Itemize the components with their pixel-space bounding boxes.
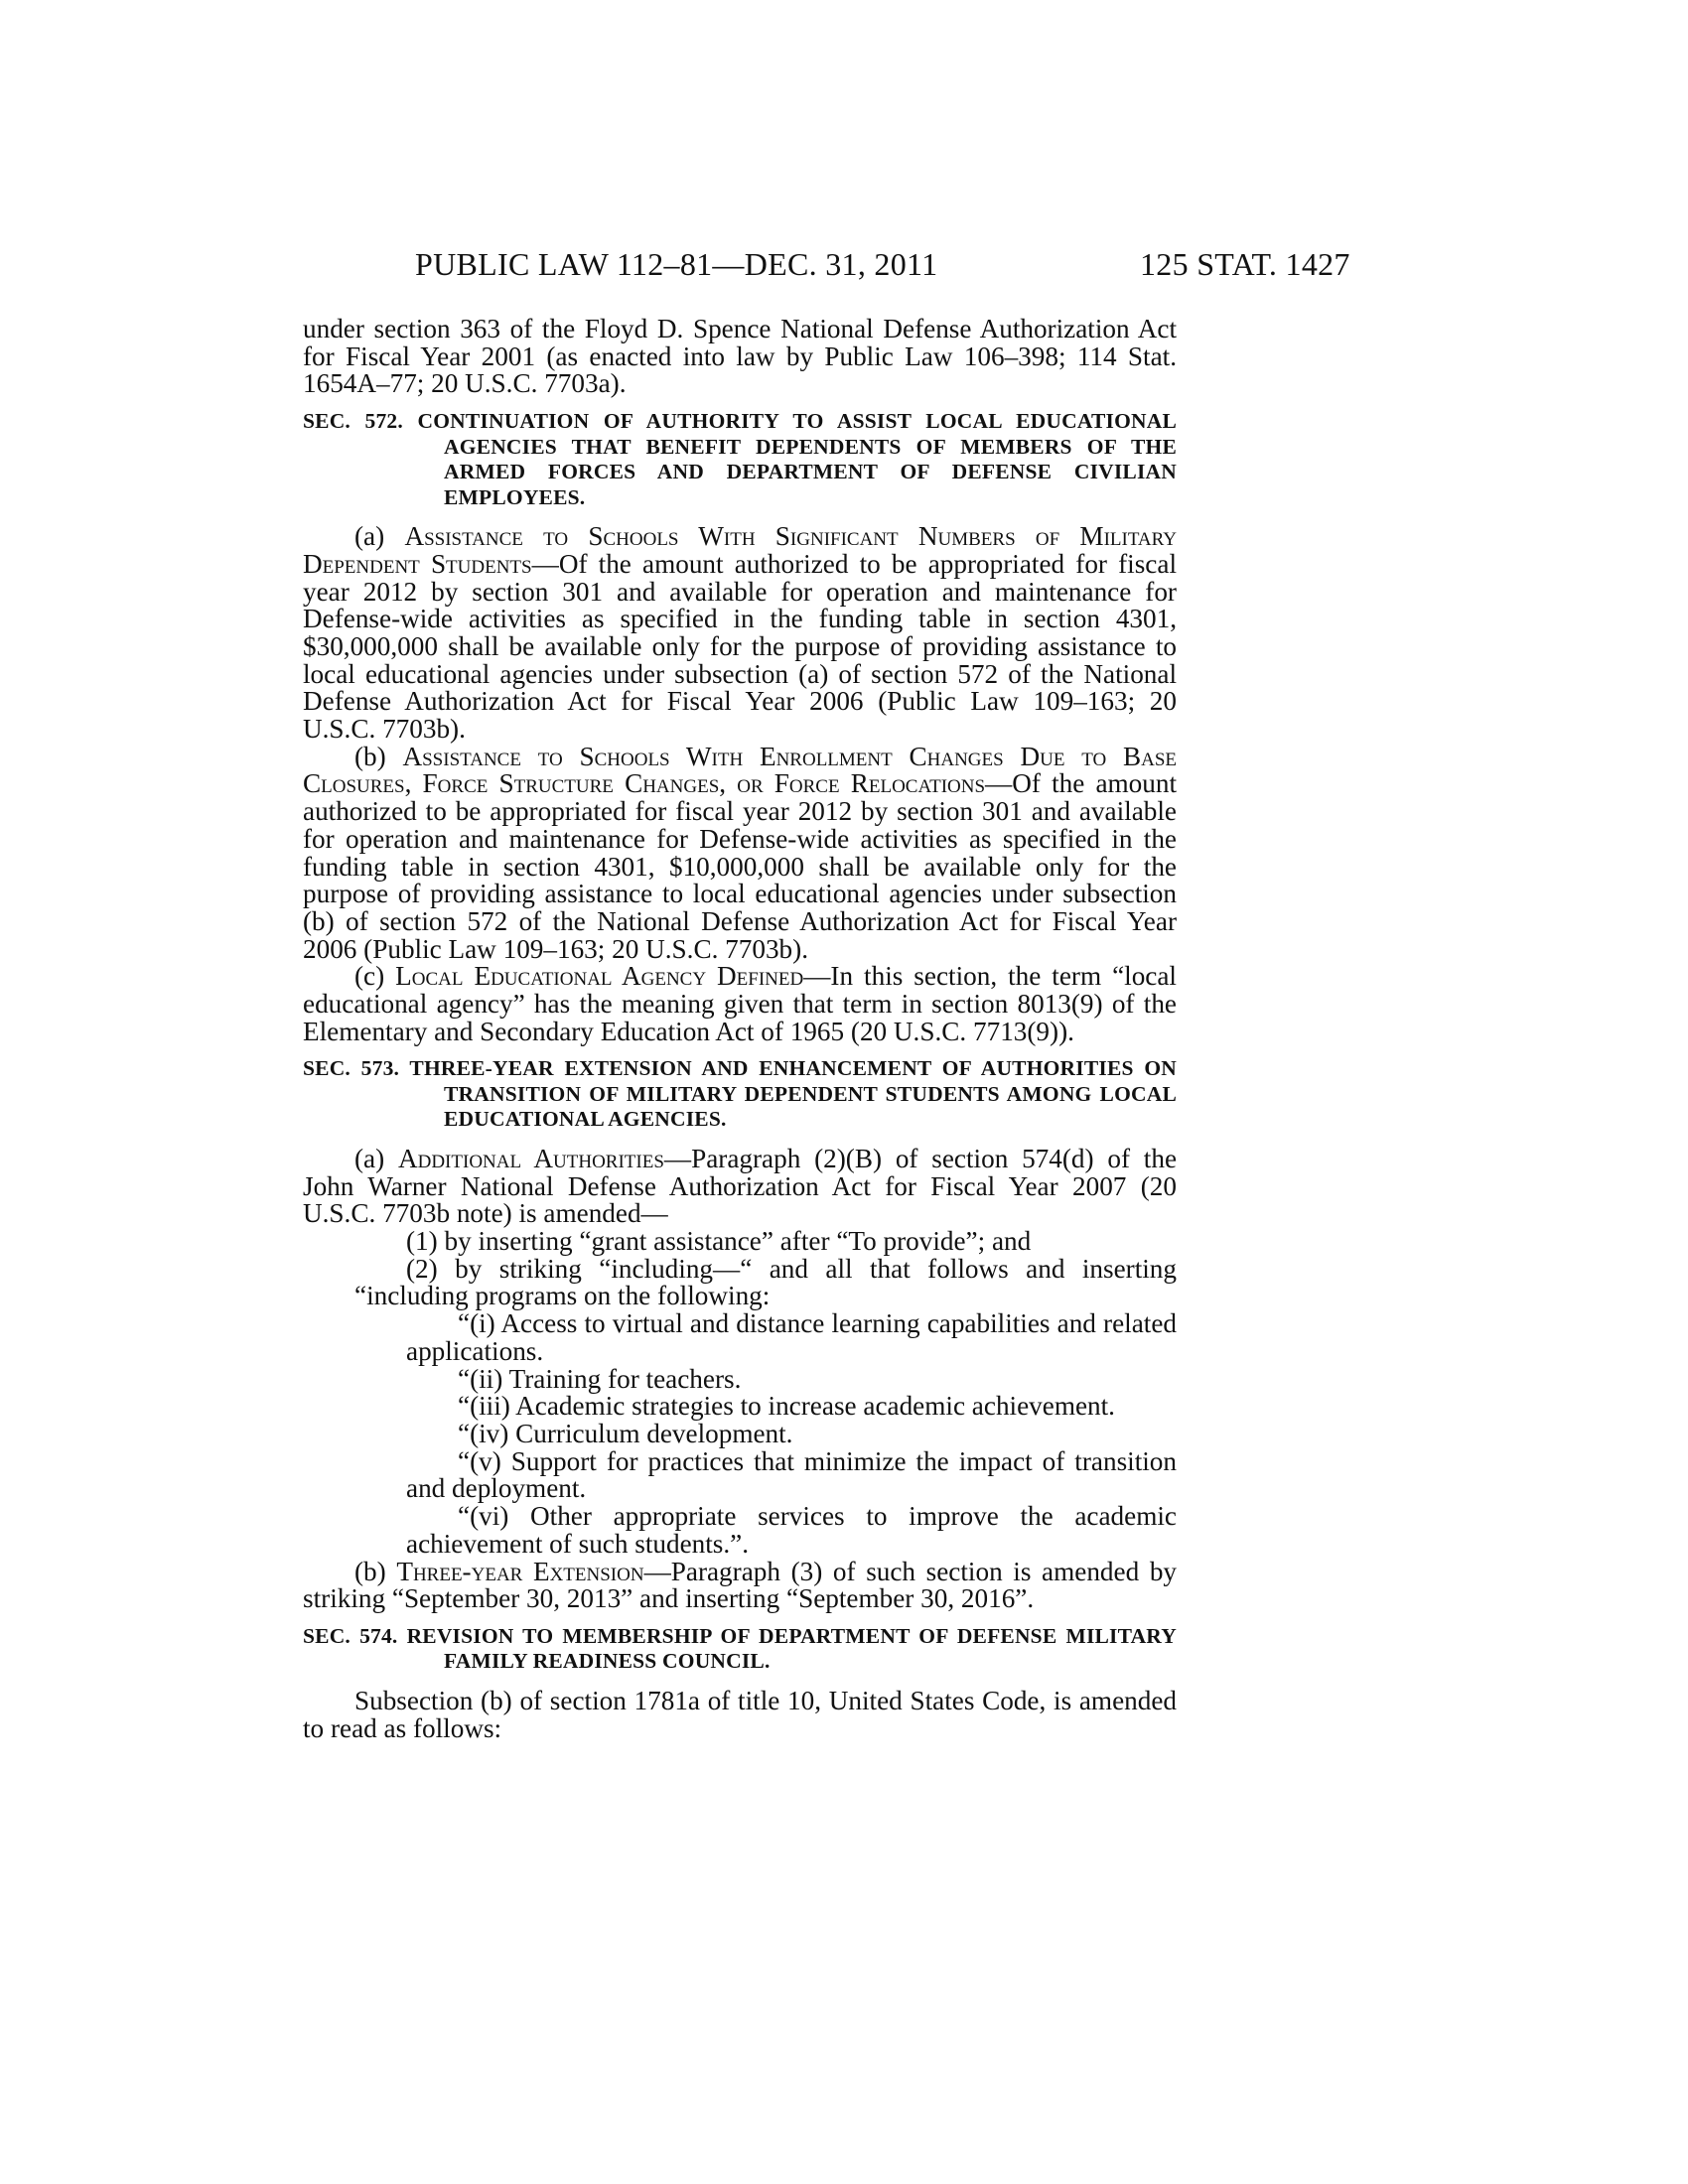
- subsection-enum: (a): [354, 521, 385, 552]
- document-body: [303, 316, 1177, 1742]
- clause-ii: “(ii) Training for teachers.: [458, 1363, 742, 1394]
- subsection-title: Additional Authorities: [397, 1143, 664, 1173]
- section-574-text: Subsection (b) of section 1781a of title 10, United States Code, is amended to read as follows:: [303, 1685, 1177, 1743]
- section-572-subsection-c: [303, 963, 1177, 1045]
- subsection-enum: (b): [354, 1556, 386, 1586]
- subsection-text: —Of the amount authorized to be appropriated for fiscal year 2012 by section 301 and available for operation and maintenance for Defense-wide activities as specified in the funding table in section 4301, $10,000,000 shall be available only for the purpose of providing assistance to local educational agencies under subsection (b) of section 572 of the National Defense Authorization Act for Fiscal Year 2006 (Public Law 109–163; 20 U.S.C. 7703b).: [303, 768, 1177, 964]
- clause-iii: “(iii) Academic strategies to increase academic achievement.: [458, 1391, 1115, 1422]
- paragraph-2: (2) by striking “including—“ and all that follows and inserting “including programs on the following:: [354, 1253, 1177, 1311]
- section-574-heading: SEC. 574. REVISION TO MEMBERSHIP OF DEPARTMENT OF DEFENSE MILITARY FAMILY READINESS COUNCIL.: [303, 1623, 1177, 1674]
- subsection-enum: (c): [354, 961, 385, 992]
- section-573-heading: SEC. 573. THREE-YEAR EXTENSION AND ENHANCEMENT OF AUTHORITIES ON TRANSITION OF MILITARY DEPENDENT STUDENTS AMONG LOCAL EDUCATIONAL AGENCIES.: [303, 1056, 1177, 1132]
- section-572-subsection-b: [303, 741, 1177, 964]
- clause-v: “(v) Support for practices that minimize the impact of transition and deployment.: [406, 1445, 1177, 1504]
- subsection-enum: (b): [354, 741, 386, 771]
- intro-paragraph: under section 363 of the Floyd D. Spence National Defense Authorization Act for Fiscal Year 2001 (as enacted into law by Public Law 106–398; 114 Stat. 1654A–77; 20 U.S.C. 7703a).: [303, 314, 1177, 399]
- clause-iv: “(iv) Curriculum development.: [458, 1419, 793, 1448]
- subsection-text: —In this section, the term “local educational agency” has the meaning given that term in section 8013(9) of the Elementary and Secondary Education Act of 1965 (20 U.S.C. 7713(9)).: [303, 961, 1177, 1046]
- clause-vi: “(vi) Other appropriate services to improve the academic achievement of such students.”.: [406, 1501, 1177, 1559]
- clause-i: “(i) Access to virtual and distance learning capabilities and related applications.: [406, 1308, 1177, 1366]
- running-header-stat: 125 STAT. 1427: [1140, 246, 1350, 282]
- subsection-text: —Paragraph (2)(B) of section 574(d) of the John Warner National Defense Authorization Act for Fiscal Year 2007 (20 U.S.C. 7703b note) is amended—: [303, 1143, 1178, 1229]
- subsection-text: —Of the amount authorized to be appropriated for fiscal year 2012 by section 301 and available for operation and maintenance for Defense-wide activities as specified in the funding table in section 4301, $30,000,000 shall be available only for the purpose of providing assistance to local educational agencies under subsection (a) of section 572 of the National Defense Authorization Act for Fiscal Year 2006 (Public Law 109–163; 20 U.S.C. 7703b).: [303, 548, 1177, 745]
- subsection-enum: (a): [354, 1143, 385, 1173]
- subsection-title: Assistance to Schools With Enrollment Changes Due to Base Closures, Force Structure Changes, or Force Relocations: [303, 741, 1177, 799]
- subsection-title: Three-year Extension: [396, 1556, 644, 1586]
- running-header-law: PUBLIC LAW 112–81—DEC. 31, 2011: [415, 246, 938, 282]
- subsection-title: Assistance to Schools With Significant Numbers of Military Dependent Students: [303, 521, 1177, 579]
- section-573-subsection-a: [303, 1143, 1178, 1229]
- subsection-title: Local Educational Agency Defined: [395, 961, 804, 992]
- section-573-subsection-b: [303, 1556, 1178, 1614]
- paragraph-1: (1) by inserting “grant assistance” after “To provide”; and: [406, 1226, 1032, 1257]
- subsection-text: —Paragraph (3) of such section is amended by striking “September 30, 2013” and inserting “September 30, 2016”.: [303, 1556, 1178, 1614]
- section-572-subsection-a: [303, 523, 1177, 744]
- section-572-heading: SEC. 572. CONTINUATION OF AUTHORITY TO ASSIST LOCAL EDUCATIONAL AGENCIES THAT BENEFIT DEPENDENTS OF MEMBERS OF THE ARMED FORCES AND DEPARTMENT OF DEFENSE CIVILIAN EMPLOYEES.: [303, 409, 1177, 509]
